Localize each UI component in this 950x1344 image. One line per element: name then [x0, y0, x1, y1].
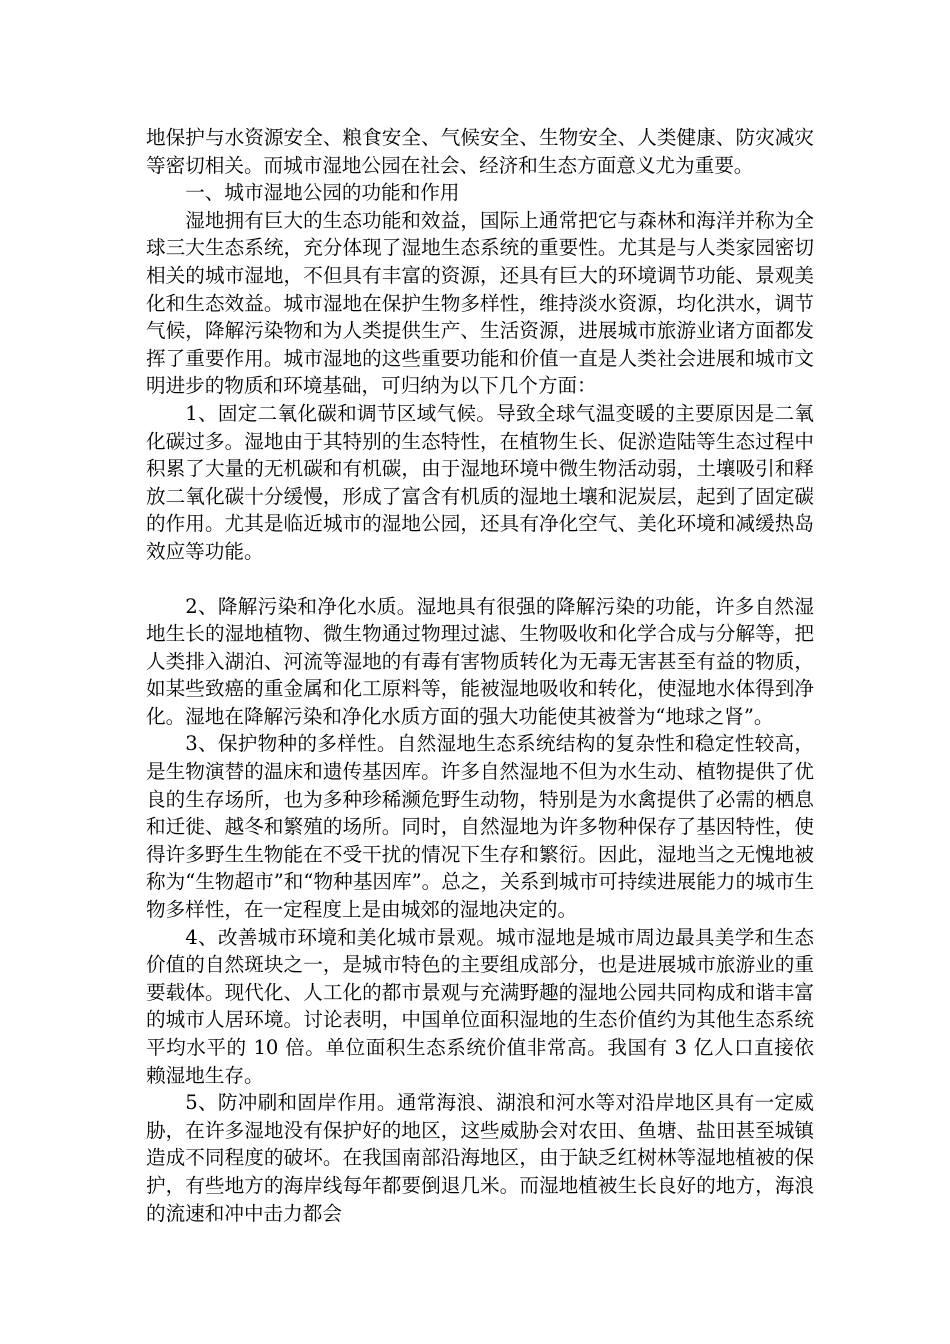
item-1-paragraph: 1、固定二氧化碳和调节区域气候。导致全球气温变暖的主要原因是二氧化碳过多。湿地由于其特别的生态特性，在植物生长、促淤造陆等生态过程中积累了大量的无机碳和有机碳，由于湿地环境中微生物活动弱，土壤吸引和释放二氧化碳十分缓慢，形成了富含有机质的湿地土壤和泥炭层，起到了固定碳的作用。尤其是临近城市的湿地公园，还具有净化空气、美化环境和减缓热岛效应等功能。: [146, 401, 814, 563]
item-3-paragraph: 3、保护物种的多样性。自然湿地生态系统结构的复杂性和稳定性较高，是生物演替的温床和遗传基因库。许多自然湿地不但为水生动、植物提供了优良的生存场所，也为多种珍稀濒危野生动物，特别是为水禽提供了必需的栖息和迁徙、越冬和繁殖的场所。同时，自然湿地为许多物种保存了基因特性，使得许多野生生物能在不受干扰的情况下生存和繁衍。因此，湿地当之无愧地被称为“生物超市”和“物种基因库”。总之，关系到城市可持续进展能力的城市生物多样性，在一定程度上是由城郊的湿地决定的。: [146, 732, 814, 922]
intro-paragraph: 地保护与水资源安全、粮食安全、气候安全、生物安全、人类健康、防灾减灾等密切相关。而城市湿地公园在社会、经济和生态方面意义尤为重要。: [146, 126, 814, 177]
item-2-paragraph: 2、降解污染和净化水质。湿地具有很强的降解污染的功能，许多自然湿地生长的湿地植物、微生物通过物理过滤、生物吸收和化学合成与分解等，把人类排入湖泊、河流等湿地的有毒有害物质转化为无毒无害甚至有益的物质，如某些致癌的重金属和化工原料等，能被湿地吸收和转化，使湿地水体得到净化。湿地在降解污染和净化水质方面的强大功能使其被誉为“地球之肾”。: [146, 594, 814, 728]
section-heading: 一、城市湿地公园的功能和作用: [185, 181, 460, 205]
item-4-paragraph: 4、改善城市环境和美化城市景观。城市湿地是城市周边最具美学和生态价值的自然斑块之一，是城市特色的主要组成部分，也是进展城市旅游业的重要载体。现代化、人工化的都市景观与充满野趣的湿地公园共同构成和谐丰富的城市人居环境。讨论表明，中国单位面积湿地的生态价值约为其他生态系统平均水平的 10 倍。单位面积生态系统价值非常高。我国有 3 亿人口直接依赖湿地生存。: [146, 925, 814, 1087]
overview-paragraph: 湿地拥有巨大的生态功能和效益，国际上通常把它与森林和海洋并称为全球三大生态系统，充分体现了湿地生态系统的重要性。尤其是与人类家园密切相关的城市湿地，不但具有丰富的资源，还具有巨大的环境调节功能、景观美化和生态效益。城市湿地在保护生物多样性，维持淡水资源，均化洪水，调节气候，降解污染物和为人类提供生产、生活资源，进展城市旅游业诸方面都发挥了重要作用。城市湿地的这些重要功能和价值一直是人类社会进展和城市文明进步的物质和环境基础，可归纳为以下几个方面：: [146, 208, 814, 398]
document-page: [146, 124, 814, 1227]
item-5-paragraph: 5、防冲刷和固岸作用。通常海浪、湖浪和河水等对沿岸地区具有一定威胁，在许多湿地没有保护好的地区，这些威胁会对农田、鱼塘、盐田甚至城镇造成不同程度的破坏。在我国南部沿海地区，由于缺乏红树林等湿地植被的保护，有些地方的海岸线每年都要倒退几米。而湿地植被生长良好的地方，海浪的流速和冲中击力都会: [146, 1091, 814, 1225]
